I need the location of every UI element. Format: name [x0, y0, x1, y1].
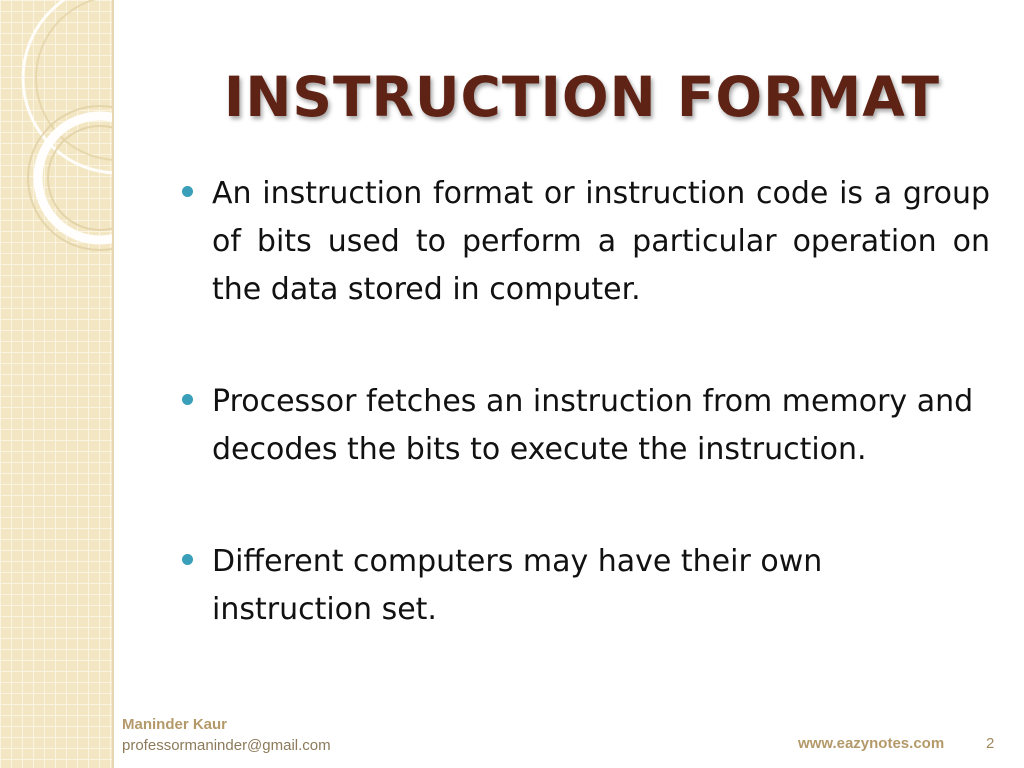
bullet-text: Different computers may have their own instruction set. — [212, 544, 823, 627]
bullet-item — [180, 378, 990, 474]
band-divider — [112, 0, 114, 768]
bullet-text: Processor fetches an instruction from memory and decodes the bits to execute the instruction. — [212, 384, 974, 467]
footer-email: professormaninder@gmail.com — [122, 737, 331, 754]
bullet-dot-icon — [182, 186, 193, 197]
footer-website: www.eazynotes.com — [798, 735, 945, 752]
left-decorative-band — [0, 0, 114, 768]
page-number: 2 — [986, 735, 995, 752]
bullet-dot-icon — [182, 554, 193, 565]
slide-title: INSTRUCTION FORMAT — [223, 65, 941, 129]
bullet-item — [180, 170, 990, 314]
bullet-item — [180, 538, 990, 634]
bullet-list — [180, 170, 990, 634]
bullet-dot-icon — [182, 394, 193, 405]
bullet-text: An instruction format or instruction code is a group of bits used to perform a particular operation on the data stored in computer. — [212, 176, 990, 307]
footer-author: Maninder Kaur — [122, 716, 228, 733]
decorative-circles-graphic — [0, 0, 114, 260]
